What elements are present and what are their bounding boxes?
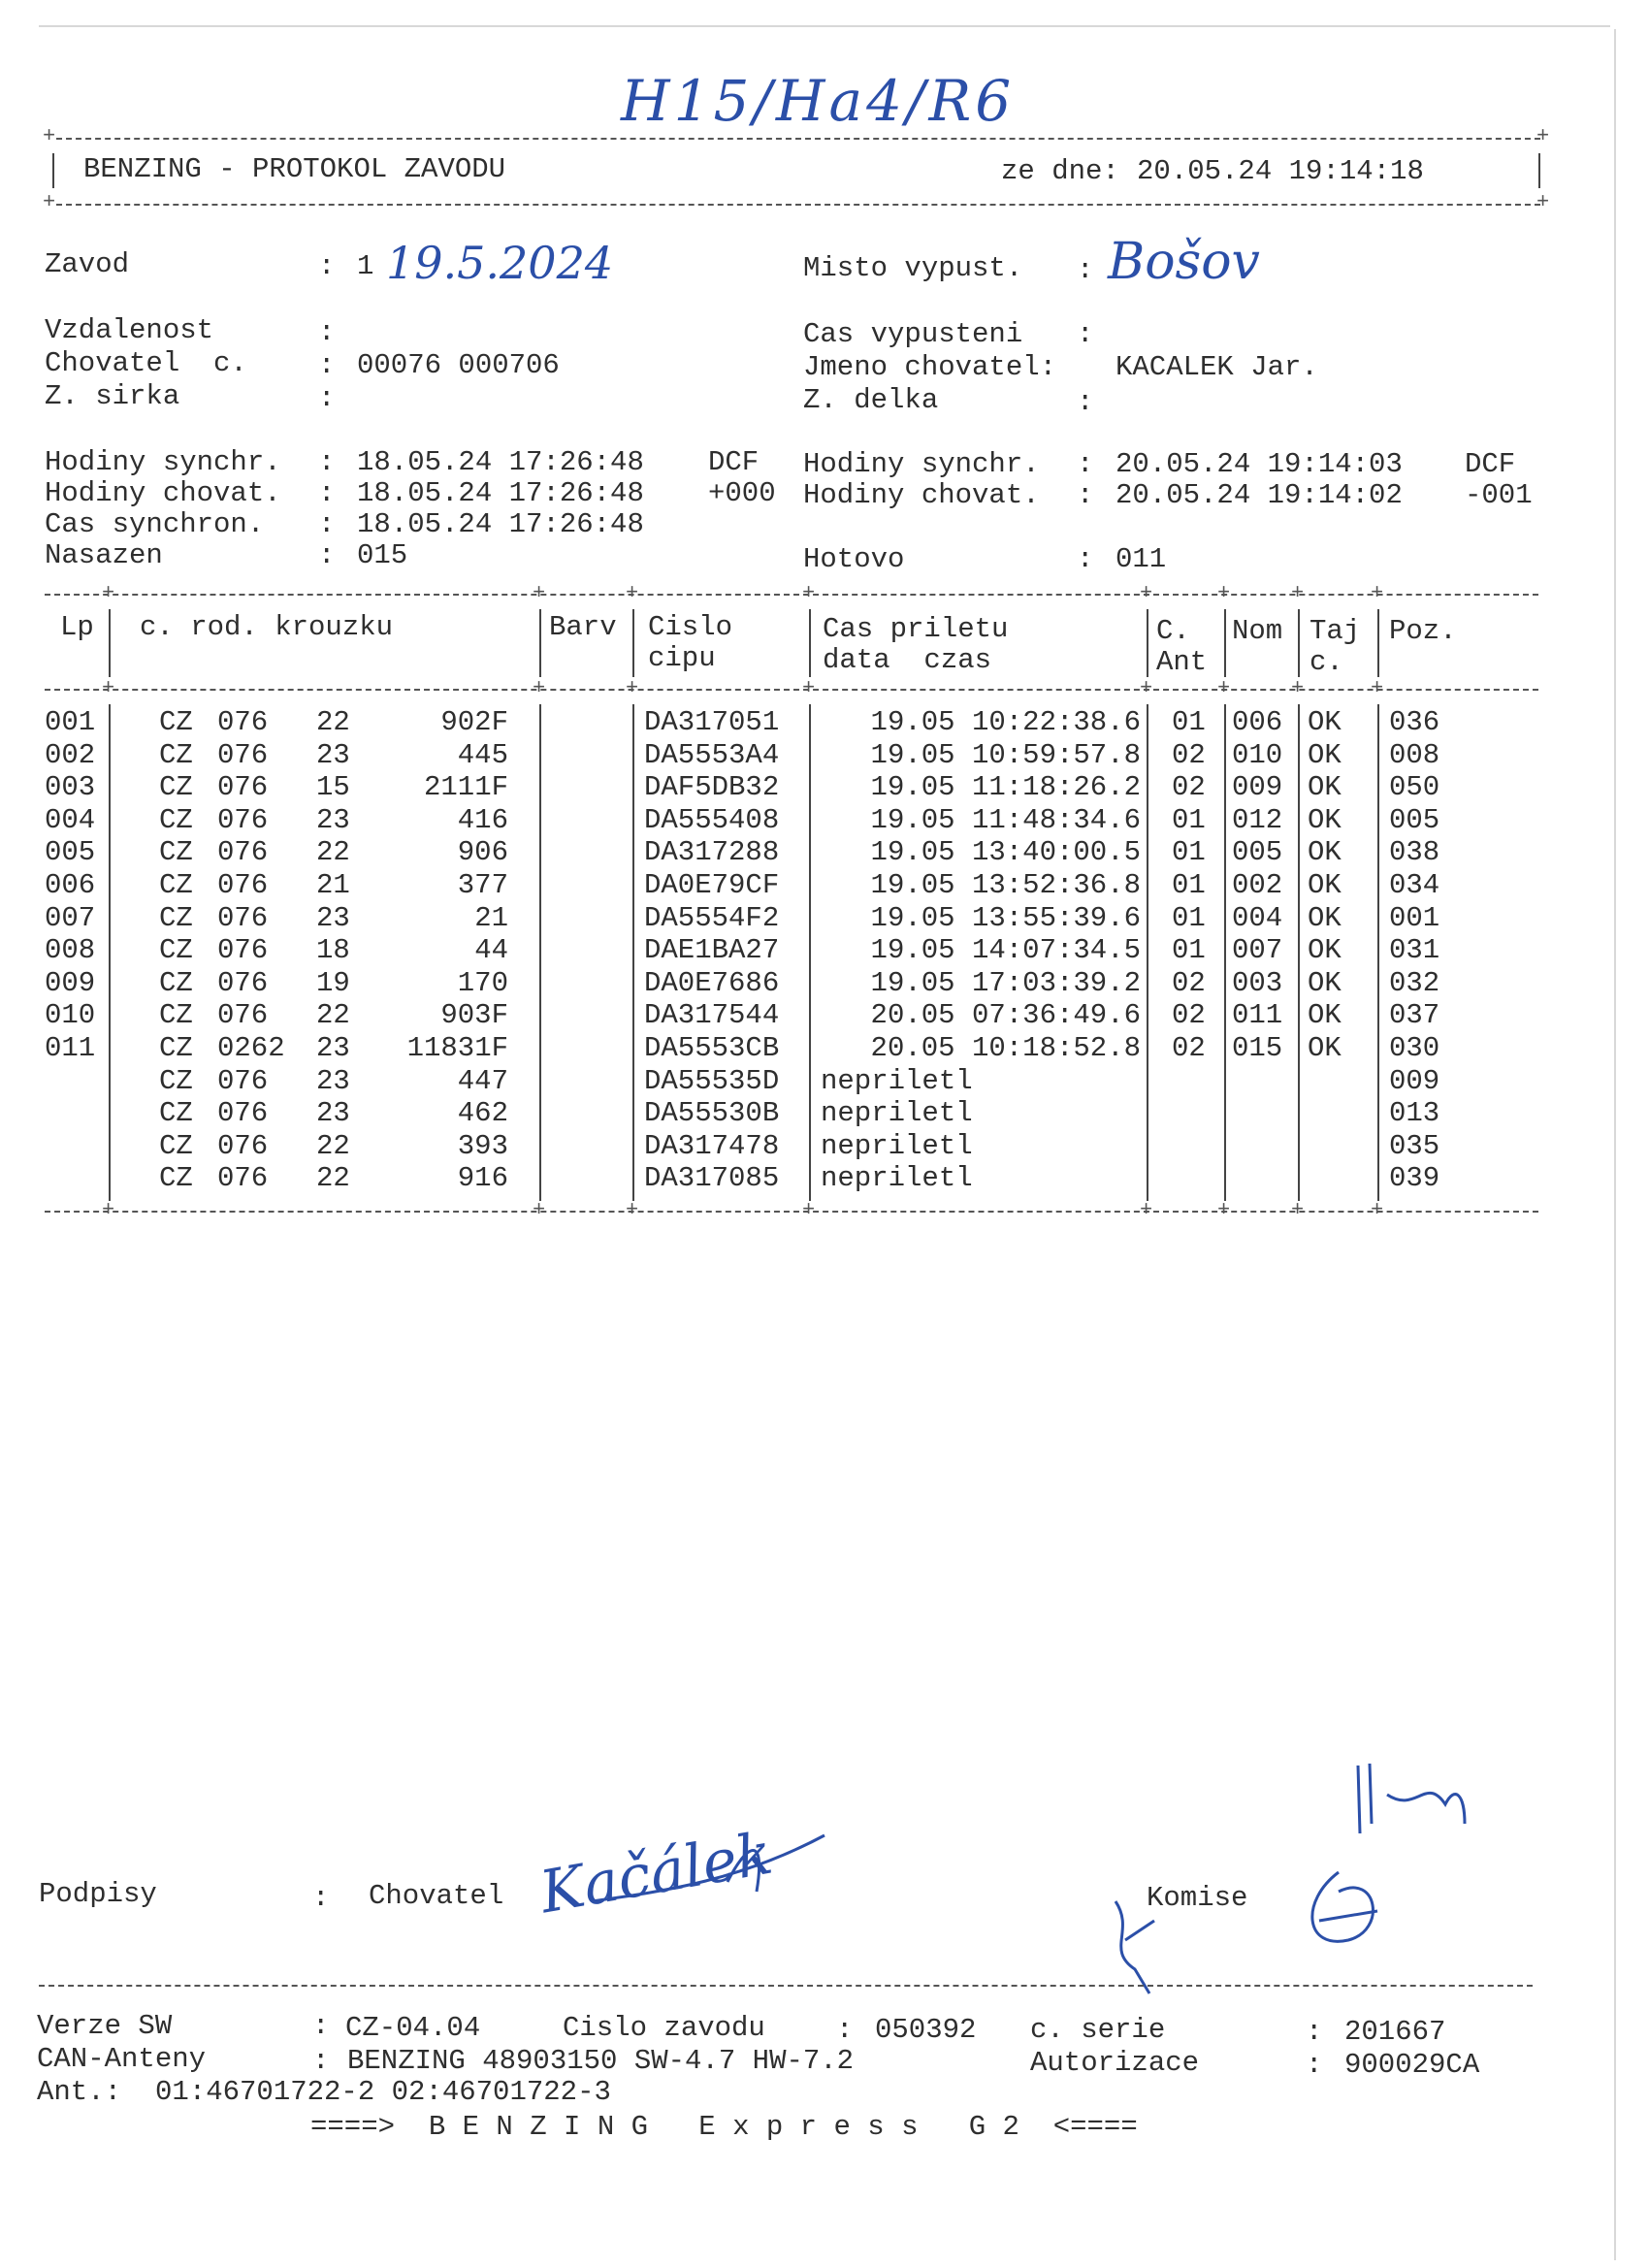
cell-country: CZ: [159, 738, 193, 771]
cell-org: 0262: [217, 1032, 285, 1064]
header-column-separator: [632, 609, 634, 677]
chovatel-signature: Kačálek: [534, 1819, 778, 1928]
cell-org: 076: [217, 738, 269, 771]
cell-org: 076: [217, 1129, 269, 1162]
cell-arrival-time: 19.05 11:48:34.6: [870, 803, 1141, 836]
cell-taj: OK: [1308, 869, 1342, 901]
colon: :: [318, 349, 336, 381]
jmeno-value: KACALEK Jar.: [1116, 351, 1318, 383]
rule-junction: +: [1291, 1198, 1305, 1222]
cell-year: 22: [316, 836, 350, 869]
cell-arrival-time: 19.05 13:55:39.6: [870, 901, 1141, 934]
header-cipu: cipu: [648, 642, 716, 674]
cell-year: 19: [316, 966, 350, 999]
rule-junction: +: [1371, 676, 1384, 700]
cell-lp: 007: [45, 901, 96, 934]
cell-year: 22: [316, 706, 350, 738]
clock-right-label: Hodiny chovat.: [803, 479, 1040, 511]
clock-left-suffix: +000: [708, 477, 776, 509]
cell-country: CZ: [159, 999, 193, 1032]
chovatel-label: Chovatel c.: [45, 347, 247, 379]
colon: :: [1077, 386, 1094, 418]
cell-poz: 036: [1389, 706, 1440, 738]
cell-antenna: 01: [1172, 869, 1206, 901]
sirka-label: Z. sirka: [45, 380, 180, 412]
cell-ring-number: 393: [457, 1129, 508, 1162]
cell-org: 076: [217, 771, 269, 804]
colon: :: [312, 2045, 330, 2077]
header-right-border: [1538, 153, 1540, 188]
cell-lp: 010: [45, 999, 96, 1032]
cell-lp: 001: [45, 706, 96, 738]
podpisy-label: Podpisy: [39, 1878, 157, 1910]
cell-ring-number: 462: [457, 1097, 508, 1130]
header-cas-priletu: Cas priletu: [823, 613, 1009, 645]
cell-org: 076: [217, 1064, 269, 1097]
clock-right-value: 011: [1116, 543, 1167, 575]
cell-nom: 003: [1232, 966, 1283, 999]
cell-antenna: 01: [1172, 934, 1206, 967]
header-column-separator: [1298, 609, 1300, 677]
report-date: 20.05.24 19:14:18: [1137, 155, 1424, 187]
cell-country: CZ: [159, 1097, 193, 1130]
cell-year: 22: [316, 1162, 350, 1195]
cell-chip: DA5553CB: [644, 1032, 780, 1064]
can-label: CAN-Anteny: [37, 2043, 207, 2075]
cell-lp: 004: [45, 803, 96, 836]
komise-label: Komise: [1147, 1882, 1248, 1914]
cell-year: 23: [316, 901, 350, 934]
cell-antenna: 01: [1172, 901, 1206, 934]
cell-poz: 037: [1389, 999, 1440, 1032]
header-cislo: Cislo: [648, 611, 733, 643]
colon: :: [318, 250, 336, 282]
cislo-zavodu-value: 050392: [875, 2014, 977, 2046]
cell-poz: 038: [1389, 836, 1440, 869]
cell-poz: 050: [1389, 771, 1440, 804]
cell-org: 076: [217, 1162, 269, 1195]
colon: :: [1306, 2049, 1323, 2081]
cell-antenna: 02: [1172, 999, 1206, 1032]
cell-chip: DAE1BA27: [644, 934, 780, 967]
cell-org: 076: [217, 934, 269, 967]
rule-junction: +: [102, 1198, 115, 1222]
cell-arrival-time: 19.05 11:18:26.2: [870, 771, 1141, 804]
header-column-separator: [109, 609, 111, 677]
cell-nom: 007: [1232, 934, 1283, 967]
colon: :: [1077, 254, 1094, 286]
cell-taj: OK: [1308, 738, 1342, 771]
clock-right-value: 20.05.24 19:14:03: [1116, 448, 1403, 480]
cell-arrival-time: nepriletl: [821, 1097, 973, 1130]
cell-year: 23: [316, 738, 350, 771]
autorizace-label: Autorizace: [1030, 2047, 1200, 2079]
jmeno-label: Jmeno chovatel:: [803, 351, 1057, 383]
rule-junction: +: [533, 1198, 546, 1222]
header-left-border: [52, 153, 54, 188]
report-title: BENZING - PROTOKOL ZAVODU: [83, 153, 506, 185]
cell-arrival-time: 19.05 14:07:34.5: [870, 934, 1141, 967]
clock-left-label: Cas synchron.: [45, 508, 265, 540]
report-date-label: ze dne:: [1001, 155, 1119, 187]
cell-country: CZ: [159, 803, 193, 836]
verze-label: Verze SW: [37, 2010, 173, 2042]
chovatel-signature-flourish: [582, 1824, 834, 1930]
cell-chip: DA317544: [644, 999, 780, 1032]
rule-junction: +: [1217, 1198, 1231, 1222]
rule-junction: +: [1140, 1198, 1153, 1222]
cell-ring-number: 416: [457, 803, 508, 836]
table-top-rule: [45, 594, 1538, 596]
colon: :: [1077, 448, 1094, 480]
cell-year: 23: [316, 1032, 350, 1064]
colon: :: [318, 508, 336, 540]
cell-antenna: 02: [1172, 738, 1206, 771]
cell-country: CZ: [159, 706, 193, 738]
cell-poz: 034: [1389, 869, 1440, 901]
table-row: [45, 1065, 1538, 1097]
cell-taj: OK: [1308, 901, 1342, 934]
cell-chip: DA55530B: [644, 1097, 780, 1130]
cell-lp: 006: [45, 869, 96, 901]
cell-taj: OK: [1308, 836, 1342, 869]
cell-chip: DAF5DB32: [644, 771, 780, 804]
cell-antenna: 01: [1172, 836, 1206, 869]
cell-lp: 002: [45, 738, 96, 771]
cell-year: 22: [316, 999, 350, 1032]
rule-junction: +: [102, 676, 115, 700]
cell-ring-number: 44: [474, 934, 508, 967]
cell-ring-number: 447: [457, 1064, 508, 1097]
footer-rule: [39, 1985, 1533, 1987]
colon: :: [1077, 543, 1094, 575]
zavod-handwritten-date: 19.5.2024: [386, 237, 614, 289]
can-value: BENZING 48903150 SW-4.7 HW-7.2: [347, 2045, 855, 2077]
cell-arrival-time: 20.05 10:18:52.8: [870, 1032, 1141, 1064]
cell-arrival-time: 19.05 13:52:36.8: [870, 869, 1141, 901]
cell-year: 23: [316, 803, 350, 836]
autorizace-value: 900029CA: [1344, 2049, 1480, 2081]
corner-mark: +: [43, 124, 56, 148]
cell-arrival-time: 19.05 13:40:00.5: [870, 836, 1141, 869]
ant-label: Ant.:: [37, 2076, 122, 2108]
signature-chovatel-label: Chovatel: [369, 1880, 504, 1912]
cell-org: 076: [217, 966, 269, 999]
cell-year: 22: [316, 1129, 350, 1162]
cell-poz: 001: [1389, 901, 1440, 934]
cell-arrival-time: 20.05 07:36:49.6: [870, 999, 1141, 1032]
cell-chip: DA317478: [644, 1129, 780, 1162]
ant-value: 01:46701722-2 02:46701722-3: [155, 2076, 611, 2108]
colon: :: [836, 2014, 854, 2046]
zavod-label: Zavod: [45, 248, 130, 280]
header-nom: Nom: [1232, 615, 1283, 647]
header-ant: Ant: [1156, 646, 1208, 678]
cell-antenna: 02: [1172, 966, 1206, 999]
vzdalenost-label: Vzdalenost: [45, 314, 214, 346]
cell-antenna: 01: [1172, 706, 1206, 738]
cell-arrival-time: nepriletl: [821, 1162, 973, 1195]
cell-year: 18: [316, 934, 350, 967]
rule-junction: +: [626, 1198, 639, 1222]
header-column-separator: [809, 609, 811, 677]
cell-org: 076: [217, 999, 269, 1032]
cell-chip: DA0E79CF: [644, 869, 780, 901]
scan-right-edge: [1614, 29, 1616, 2260]
corner-mark: +: [1536, 190, 1550, 214]
cell-chip: DA5553A4: [644, 738, 780, 771]
cell-country: CZ: [159, 1129, 193, 1162]
colon: :: [318, 446, 336, 478]
cell-org: 076: [217, 836, 269, 869]
cell-taj: OK: [1308, 706, 1342, 738]
table-bottom-rule: [45, 1211, 1538, 1213]
cell-nom: 002: [1232, 869, 1283, 901]
clock-left-label: Hodiny synchr.: [45, 446, 281, 478]
serie-label: c. serie: [1030, 2014, 1166, 2046]
table-row: [45, 1097, 1538, 1129]
cell-arrival-time: 19.05 10:22:38.6: [870, 706, 1141, 738]
cell-arrival-time: nepriletl: [821, 1064, 973, 1097]
rule-junction: +: [533, 581, 546, 605]
rule-junction: +: [1291, 581, 1305, 605]
cell-country: CZ: [159, 771, 193, 804]
cell-poz: 031: [1389, 934, 1440, 967]
cell-ring-number: 916: [457, 1162, 508, 1195]
cell-chip: DA0E7686: [644, 966, 780, 999]
cell-year: 23: [316, 1064, 350, 1097]
header-lp: Lp: [60, 611, 94, 643]
cell-country: CZ: [159, 966, 193, 999]
clock-left-label: Hodiny chovat.: [45, 477, 281, 509]
cell-country: CZ: [159, 901, 193, 934]
cell-arrival-time: nepriletl: [821, 1129, 973, 1162]
cell-ring-number: 906: [457, 836, 508, 869]
corner-mark: +: [1536, 124, 1550, 148]
cell-lp: 011: [45, 1032, 96, 1064]
cell-nom: 011: [1232, 999, 1283, 1032]
rule-junction: +: [626, 581, 639, 605]
cell-poz: 008: [1389, 738, 1440, 771]
header-poz: Poz.: [1389, 615, 1457, 647]
cell-arrival-time: 19.05 10:59:57.8: [870, 738, 1141, 771]
clock-right-label: Hodiny synchr.: [803, 448, 1040, 480]
cell-chip: DA55535D: [644, 1064, 780, 1097]
colon: :: [318, 316, 336, 348]
header-ring: c. rod. krouzku: [140, 611, 394, 643]
clock-right-label: Hotovo: [803, 543, 905, 575]
cell-country: CZ: [159, 1032, 193, 1064]
cell-antenna: 02: [1172, 771, 1206, 804]
rule-junction: +: [1291, 676, 1305, 700]
rule-junction: +: [802, 1198, 816, 1222]
clock-right-suffix: -001: [1465, 479, 1533, 511]
cell-country: CZ: [159, 836, 193, 869]
cell-chip: DA555408: [644, 803, 780, 836]
cell-ring-number: 21: [474, 901, 508, 934]
cell-ring-number: 902F: [440, 706, 508, 738]
cell-lp: 009: [45, 966, 96, 999]
misto-handwritten: Bošov: [1108, 233, 1260, 291]
cell-taj: OK: [1308, 999, 1342, 1032]
header-data-czas: data czas: [823, 644, 992, 676]
cell-nom: 009: [1232, 771, 1283, 804]
cell-nom: 005: [1232, 836, 1283, 869]
cell-ring-number: 2111F: [423, 771, 508, 804]
cell-year: 15: [316, 771, 350, 804]
misto-label: Misto vypust.: [803, 252, 1023, 284]
cell-chip: DA317085: [644, 1162, 780, 1195]
corner-mark: +: [43, 190, 56, 214]
rule-junction: +: [1217, 676, 1231, 700]
rule-junction: +: [1140, 581, 1153, 605]
cell-year: 21: [316, 869, 350, 901]
clock-left-value: 18.05.24 17:26:48: [357, 508, 644, 540]
cell-org: 076: [217, 901, 269, 934]
delka-label: Z. delka: [803, 384, 939, 416]
cell-antenna: 02: [1172, 1032, 1206, 1064]
cell-country: CZ: [159, 934, 193, 967]
cell-poz: 030: [1389, 1032, 1440, 1064]
clock-left-value: 015: [357, 539, 408, 571]
benzing-banner: ====> B E N Z I N G E x p r e s s G 2 <====: [310, 2111, 1138, 2143]
cell-lp: 003: [45, 771, 96, 804]
cell-taj: OK: [1308, 966, 1342, 999]
cell-chip: DA317051: [644, 706, 780, 738]
header-taj: Taj: [1310, 615, 1361, 647]
cas-vypusteni-label: Cas vypusteni: [803, 318, 1023, 350]
cell-org: 076: [217, 869, 269, 901]
cislo-zavodu-label: Cislo zavodu: [563, 2012, 765, 2044]
cell-org: 076: [217, 803, 269, 836]
chovatel-number: 00076 000706: [357, 349, 560, 381]
clock-left-label: Nasazen: [45, 539, 163, 571]
colon: :: [318, 477, 336, 509]
clock-left-value: 18.05.24 17:26:48: [357, 446, 644, 478]
zavod-value: 1: [357, 250, 374, 282]
cell-year: 23: [316, 1097, 350, 1130]
cell-poz: 005: [1389, 803, 1440, 836]
cell-nom: 010: [1232, 738, 1283, 771]
cell-taj: OK: [1308, 1032, 1342, 1064]
cell-country: CZ: [159, 1064, 193, 1097]
cell-nom: 012: [1232, 803, 1283, 836]
cell-arrival-time: 19.05 17:03:39.2: [870, 966, 1141, 999]
komise-signature: [1096, 1756, 1484, 1998]
rule-junction: +: [802, 581, 816, 605]
cell-ring-number: 11831F: [406, 1032, 508, 1064]
cell-ring-number: 445: [457, 738, 508, 771]
cell-poz: 032: [1389, 966, 1440, 999]
verze-value: CZ-04.04: [345, 2012, 481, 2044]
colon: :: [1306, 2016, 1323, 2048]
header-column-separator: [1147, 609, 1148, 677]
header-taj-c: c.: [1310, 646, 1343, 678]
header-bottom-rule: [56, 204, 1540, 206]
header-ant-c: C.: [1156, 615, 1190, 647]
clock-right-suffix: DCF: [1465, 448, 1516, 480]
cell-nom: 004: [1232, 901, 1283, 934]
cell-taj: OK: [1308, 771, 1342, 804]
cell-country: CZ: [159, 1162, 193, 1195]
cell-chip: DA5554F2: [644, 901, 780, 934]
table-row: [45, 1162, 1538, 1194]
rule-junction: +: [1371, 1198, 1384, 1222]
cell-taj: OK: [1308, 934, 1342, 967]
colon: :: [1077, 318, 1094, 350]
colon: :: [318, 382, 336, 414]
scan-top-edge: [39, 25, 1610, 27]
colon: :: [1077, 479, 1094, 511]
cell-poz: 039: [1389, 1162, 1440, 1195]
header-column-separator: [1224, 609, 1226, 677]
table-row: [45, 1130, 1538, 1162]
cell-poz: 009: [1389, 1064, 1440, 1097]
cell-country: CZ: [159, 869, 193, 901]
cell-nom: 006: [1232, 706, 1283, 738]
cell-lp: 008: [45, 934, 96, 967]
rule-junction: +: [626, 676, 639, 700]
rule-junction: +: [1217, 581, 1231, 605]
cell-poz: 013: [1389, 1097, 1440, 1130]
cell-poz: 035: [1389, 1129, 1440, 1162]
serie-value: 201667: [1344, 2016, 1446, 2048]
header-top-rule: [56, 138, 1540, 140]
cell-taj: OK: [1308, 803, 1342, 836]
colon: :: [318, 539, 336, 571]
header-barv: Barv: [549, 611, 617, 643]
cell-lp: 005: [45, 836, 96, 869]
table-header-rule: [45, 689, 1538, 691]
cell-nom: 015: [1232, 1032, 1283, 1064]
cell-ring-number: 377: [457, 869, 508, 901]
rule-junction: +: [1371, 581, 1384, 605]
rule-junction: +: [802, 676, 816, 700]
clock-left-suffix: DCF: [708, 446, 760, 478]
cell-ring-number: 170: [457, 966, 508, 999]
clock-right-value: 20.05.24 19:14:02: [1116, 479, 1403, 511]
cell-ring-number: 903F: [440, 999, 508, 1032]
header-column-separator: [539, 609, 541, 677]
cell-antenna: 01: [1172, 803, 1206, 836]
cell-org: 076: [217, 706, 269, 738]
colon: :: [312, 2010, 330, 2042]
rule-junction: +: [1140, 676, 1153, 700]
handwritten-reference: H15/Ha4/R6: [621, 68, 1016, 134]
cell-org: 076: [217, 1097, 269, 1130]
header-column-separator: [1377, 609, 1379, 677]
rule-junction: +: [533, 676, 546, 700]
clock-left-value: 18.05.24 17:26:48: [357, 477, 644, 509]
cell-chip: DA317288: [644, 836, 780, 869]
rule-junction: +: [102, 581, 115, 605]
colon: :: [312, 1882, 330, 1914]
